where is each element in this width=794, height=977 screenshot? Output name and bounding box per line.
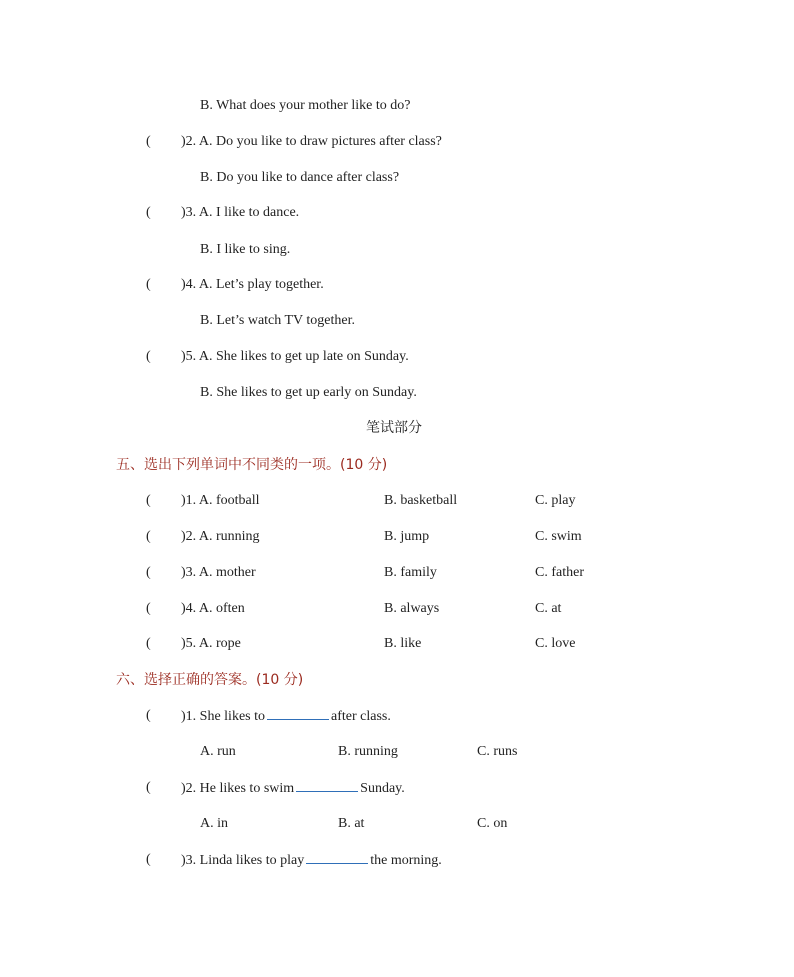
listening-q3-option-b: B. I like to sing. [200, 242, 291, 257]
answer-blank [267, 707, 329, 720]
s6-q3-stem-before: )3. Linda likes to play [181, 853, 305, 868]
s6-q2-stem-after: Sunday. [360, 781, 405, 796]
listening-q2-option-b: B. Do you like to dance after class? [200, 170, 400, 185]
answer-paren: ( [146, 708, 151, 723]
s6-q2-stem [181, 779, 405, 798]
s5-q3-option-b: B. family [384, 565, 437, 580]
answer-paren: ( [146, 852, 151, 867]
s5-q5-option-c: C. love [535, 636, 576, 651]
s5-q3-option-c: C. father [535, 565, 584, 580]
answer-paren: ( [146, 601, 151, 616]
s5-q4-option-b: B. always [384, 601, 440, 616]
s6-q1-stem-after: after class. [331, 709, 391, 724]
listening-q5-option-a: )5. A. She likes to get up late on Sunday. [181, 349, 409, 364]
s6-q2-option-b: B. at [338, 816, 365, 831]
s5-q1-option-c: C. play [535, 493, 576, 508]
listening-q3-option-a: )3. A. I like to dance. [181, 205, 300, 220]
answer-paren: ( [146, 493, 151, 508]
answer-paren: ( [146, 780, 151, 795]
s5-q4-option-a: )4. A. often [181, 601, 245, 616]
s6-q1-option-b: B. running [338, 744, 398, 759]
s6-q1-stem-before: )1. She likes to [181, 709, 265, 724]
section5-heading: 五、选出下列单词中不同类的一项。(10 分) [116, 457, 388, 473]
s6-q3-stem [181, 851, 442, 870]
s6-q1-stem [181, 707, 391, 726]
written-part-title: 笔试部分 [366, 420, 422, 436]
answer-paren: ( [146, 277, 151, 292]
s5-q5-option-b: B. like [384, 636, 422, 651]
s5-q5-option-a: )5. A. rope [181, 636, 241, 651]
section6-heading: 六、选择正确的答案。(10 分) [116, 672, 304, 688]
answer-paren: ( [146, 636, 151, 651]
s5-q2-option-b: B. jump [384, 529, 430, 544]
answer-blank [306, 851, 368, 864]
answer-paren: ( [146, 349, 151, 364]
s5-q3-option-a: )3. A. mother [181, 565, 256, 580]
listening-q2-option-a: )2. A. Do you like to draw pictures after class? [181, 134, 442, 149]
listening-q5-option-b: B. She likes to get up early on Sunday. [200, 385, 417, 400]
s5-q2-option-c: C. swim [535, 529, 582, 544]
s6-q1-option-c: C. runs [477, 744, 518, 759]
listening-q1-option-b: B. What does your mother like to do? [200, 98, 411, 113]
answer-paren: ( [146, 565, 151, 580]
answer-paren: ( [146, 529, 151, 544]
s5-q2-option-a: )2. A. running [181, 529, 260, 544]
answer-blank [296, 779, 358, 792]
s6-q3-stem-after: the morning. [370, 853, 442, 868]
listening-q4-option-a: )4. A. Let’s play together. [181, 277, 324, 292]
s5-q1-option-b: B. basketball [384, 493, 458, 508]
answer-paren: ( [146, 134, 151, 149]
s5-q1-option-a: )1. A. football [181, 493, 260, 508]
s5-q4-option-c: C. at [535, 601, 562, 616]
s6-q2-option-a: A. in [200, 816, 228, 831]
listening-q4-option-b: B. Let’s watch TV together. [200, 313, 356, 328]
s6-q2-stem-before: )2. He likes to swim [181, 781, 295, 796]
answer-paren: ( [146, 205, 151, 220]
s6-q2-option-c: C. on [477, 816, 508, 831]
s6-q1-option-a: A. run [200, 744, 236, 759]
